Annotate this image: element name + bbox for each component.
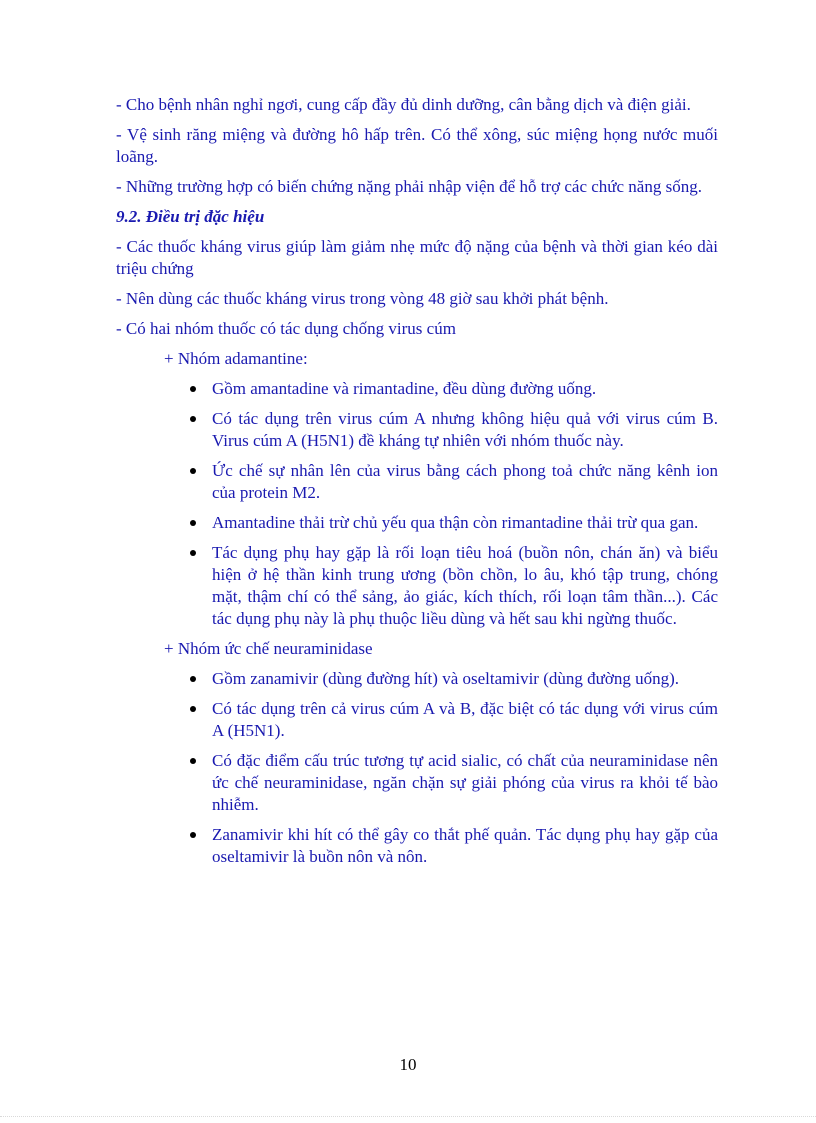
paragraph-two-groups: - Có hai nhóm thuốc có tác dụng chống virus cúm <box>116 319 456 338</box>
group-label-neuraminidase: + Nhóm ức chế neuraminidase <box>164 639 373 658</box>
group-label-adamantine: + Nhóm adamantine: <box>164 349 308 368</box>
bullet-icon <box>190 706 196 712</box>
page-bottom-divider <box>0 1116 816 1117</box>
list-item-text: Gồm amantadine và rimantadine, đều dùng đường uống. <box>212 379 597 398</box>
paragraph-hospitalization: - Những trường hợp có biến chứng nặng phải nhập viện để hỗ trợ các chức năng sống. <box>116 177 702 196</box>
list-item <box>116 824 718 868</box>
list-item <box>116 542 718 630</box>
section-heading: 9.2. Điều trị đặc hiệu <box>116 207 265 226</box>
list-item <box>116 408 718 452</box>
list-item <box>116 512 718 534</box>
bullet-icon <box>190 520 196 526</box>
paragraph-rest-nutrition: - Cho bệnh nhân nghỉ ngơi, cung cấp đầy đủ dinh dưỡng, cân bằng dịch và điện giải. <box>116 95 691 114</box>
bullet-icon <box>190 416 196 422</box>
bullet-icon <box>190 832 196 838</box>
paragraph-oral-hygiene: - Vệ sinh răng miệng và đường hô hấp trên. Có thể xông, súc miệng họng nước muối loãng. <box>116 125 718 166</box>
bullet-icon <box>190 386 196 392</box>
list-item-text: Zanamivir khi hít có thể gây co thắt phế quản. Tác dụng phụ hay gặp của oseltamivir là buồn nôn và nôn. <box>212 825 718 866</box>
list-item-text: Có tác dụng trên virus cúm A nhưng không hiệu quả với virus cúm B. Virus cúm A (H5N1) đề kháng tự nhiên với nhóm thuốc này. <box>212 409 718 450</box>
bullet-icon <box>190 468 196 474</box>
list-item <box>116 378 718 400</box>
list-item <box>116 698 718 742</box>
list-item-text: Amantadine thải trừ chủ yếu qua thận còn rimantadine thải trừ qua gan. <box>212 513 699 532</box>
bullet-icon <box>190 758 196 764</box>
page-number: 10 <box>399 1055 417 1074</box>
paragraph-48-hours: - Nên dùng các thuốc kháng virus trong vòng 48 giờ sau khởi phát bệnh. <box>116 289 609 308</box>
document-body <box>116 94 718 876</box>
list-item-text: Tác dụng phụ hay gặp là rối loạn tiêu hoá (buồn nôn, chán ăn) và biểu hiện ở hệ thần kinh trung ương (bồn chồn, lo âu, khó tập trung, chóng mặt, thậm chí có thể sảng, ảo giác, kích thích, rối loạn tâm thần...). Các tác dụng phụ này là phụ thuộc liều dùng và hết sau khi ngừng thuốc. <box>212 543 718 628</box>
list-item-text: Có đặc điểm cấu trúc tương tự acid sialic, có chất của neuraminidase nên ức chế neuraminidase, ngăn chặn sự giải phóng của virus ra khỏi tế bào nhiễm. <box>212 751 718 814</box>
bullet-list-adamantine <box>116 378 718 630</box>
list-item <box>116 460 718 504</box>
bullet-list-neuraminidase <box>116 668 718 868</box>
list-item-text: Có tác dụng trên cả virus cúm A và B, đặc biệt có tác dụng với virus cúm A (H5N1). <box>212 699 718 740</box>
list-item <box>116 750 718 816</box>
bullet-icon <box>190 550 196 556</box>
bullet-icon <box>190 676 196 682</box>
list-item <box>116 668 718 690</box>
paragraph-antivirals: - Các thuốc kháng virus giúp làm giảm nhẹ mức độ nặng của bệnh và thời gian kéo dài triệu chứng <box>116 237 718 278</box>
list-item-text: Gồm zanamivir (dùng đường hít) và oseltamivir (dùng đường uống). <box>212 669 679 688</box>
list-item-text: Ức chế sự nhân lên của virus bằng cách phong toả chức năng kênh ion của protein M2. <box>212 461 718 502</box>
